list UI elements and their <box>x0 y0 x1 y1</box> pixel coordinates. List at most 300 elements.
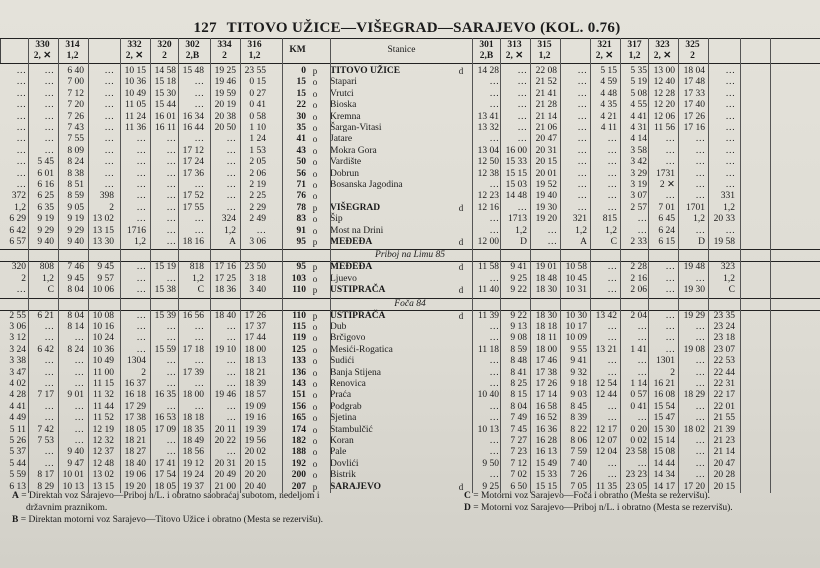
time-cell: 12 06 <box>653 111 675 122</box>
station-name: USTIPRAČA <box>330 285 386 296</box>
time-cell: 1,2 <box>605 225 617 236</box>
time-cell: 5 59 <box>9 470 26 481</box>
column-rule <box>28 38 29 493</box>
station-name: Brčigovo <box>330 333 366 344</box>
time-cell: 18 18 <box>182 413 204 424</box>
time-cell: … <box>226 134 236 145</box>
time-cell: … <box>226 145 236 156</box>
time-cell: 20 19 <box>214 100 236 111</box>
time-cell: 19 56 <box>244 436 266 446</box>
time-cell: 10 45 <box>565 273 587 284</box>
time-cell: … <box>16 134 26 145</box>
time-cell: 8 38 <box>67 168 84 179</box>
time-cell: … <box>517 66 527 76</box>
time-cell: 7 53 <box>37 436 54 446</box>
time-cell: 9 47 <box>67 458 84 469</box>
time-cell: … <box>607 470 617 481</box>
time-cell: 10 08 <box>92 310 114 321</box>
time-cell: … <box>695 367 705 378</box>
time-cell: 12 16 <box>477 202 499 213</box>
time-cell: 21 28 <box>535 100 557 111</box>
time-cell: 20 50 <box>214 123 236 133</box>
time-cell: 15 33 <box>505 157 527 168</box>
time-cell: … <box>104 77 114 88</box>
time-cell: … <box>725 145 735 156</box>
time-cell: … <box>725 88 735 99</box>
time-cell: … <box>44 123 54 133</box>
station-name: Dobrun <box>330 168 360 179</box>
time-cell: 16 08 <box>653 390 675 401</box>
time-cell: 16 52 <box>535 413 557 424</box>
time-cell: … <box>136 333 146 344</box>
km-cell: 95 <box>296 262 306 273</box>
time-cell: 4 31 <box>630 123 647 133</box>
header-train-left: 332 2, ✕ <box>120 39 148 63</box>
time-cell: … <box>166 367 176 378</box>
time-cell: 11 35 <box>595 481 617 492</box>
km-cell: 41 <box>296 134 306 145</box>
time-cell: … <box>607 458 617 469</box>
time-cell: … <box>695 168 705 179</box>
time-cell: … <box>104 111 114 122</box>
time-cell: 18 49 <box>182 436 204 446</box>
header-train-right: 313 2, ✕ <box>500 39 528 63</box>
time-cell: … <box>607 202 617 213</box>
time-cell: 13 21 <box>595 344 617 355</box>
time-cell: 2 57 <box>630 202 647 213</box>
time-cell: 2 ✕ <box>659 180 675 190</box>
stop-symbol: p <box>312 481 318 492</box>
time-cell: 12 17 <box>595 424 617 435</box>
station-name: Podgrab <box>330 401 362 412</box>
header-train-right: 325 2 <box>678 39 706 63</box>
time-cell: … <box>16 77 26 88</box>
time-cell: … <box>517 100 527 111</box>
time-cell: 3 38 <box>9 356 26 367</box>
time-cell: 21 52 <box>535 77 557 88</box>
time-cell: 15 47 <box>653 413 675 424</box>
time-cell: 15 33 <box>535 470 557 481</box>
km-cell: 35 <box>296 123 306 133</box>
time-cell: 9 50 <box>482 458 499 469</box>
station-name: Mokra Gora <box>330 145 377 156</box>
time-cell: … <box>194 356 204 367</box>
time-cell: 16 44 <box>182 123 204 133</box>
time-cell: … <box>547 237 557 247</box>
stop-symbol: o <box>312 424 318 435</box>
time-cell: 19 08 <box>683 344 705 355</box>
time-cell: … <box>607 134 617 145</box>
time-cell: 9 22 <box>510 310 527 321</box>
time-cell: 10 31 <box>565 285 587 296</box>
note-a-cont: državnim praznikom. <box>26 503 108 513</box>
time-cell: 11 18 <box>477 344 499 355</box>
time-cell: … <box>607 157 617 168</box>
time-cell: 19 30 <box>535 202 557 213</box>
station-name: SARAJEVO <box>330 481 382 492</box>
time-cell: … <box>194 225 204 236</box>
time-cell: 11 24 <box>124 111 146 122</box>
time-cell: … <box>665 310 675 321</box>
time-cell: … <box>166 436 176 446</box>
time-cell: 1 14 <box>630 379 647 389</box>
station-name: Šargan-Vitasi <box>330 123 382 133</box>
time-cell: 15 19 <box>154 262 176 273</box>
time-cell: 3 40 <box>249 285 266 296</box>
km-cell: 133 <box>291 356 306 367</box>
time-cell: 19 24 <box>182 470 204 481</box>
time-cell: 8 45 <box>570 401 587 412</box>
time-cell: 13 15 <box>92 225 114 236</box>
time-cell: 7 45 <box>510 424 527 435</box>
time-cell: 1 24 <box>249 134 266 145</box>
time-cell: 22 01 <box>713 401 735 412</box>
table-row <box>0 470 820 481</box>
time-cell: 8 24 <box>67 344 84 355</box>
time-cell: 12 44 <box>595 390 617 401</box>
km-cell: 30 <box>296 111 306 122</box>
time-cell: 4 14 <box>630 134 647 145</box>
header-train-left: 320 2 <box>150 39 178 63</box>
header-train-left <box>88 39 116 63</box>
time-cell: 23 50 <box>244 262 266 273</box>
time-cell: 12 23 <box>477 191 499 202</box>
time-cell: … <box>489 333 499 344</box>
time-cell: 6 35 <box>37 202 54 213</box>
time-cell: … <box>166 145 176 156</box>
time-cell: 5 15 <box>600 66 617 76</box>
time-cell: 10 30 <box>565 310 587 321</box>
time-cell: 2 <box>109 202 114 213</box>
time-cell: 17 20 <box>683 481 705 492</box>
time-cell: 7 27 <box>510 436 527 446</box>
time-cell: 14 58 <box>154 66 176 76</box>
time-cell: … <box>104 123 114 133</box>
time-cell: 7 20 <box>67 100 84 111</box>
time-cell: … <box>136 168 146 179</box>
stop-symbol: o <box>312 379 318 389</box>
time-cell: … <box>695 401 705 412</box>
time-cell: 8 04 <box>67 310 84 321</box>
time-cell: … <box>194 134 204 145</box>
time-cell: … <box>665 145 675 156</box>
time-cell: 12 04 <box>595 447 617 458</box>
time-cell: … <box>166 237 176 247</box>
time-cell: 9 40 <box>67 447 84 458</box>
time-cell: … <box>16 157 26 168</box>
time-cell: 4 11 <box>600 123 617 133</box>
time-cell: 12 28 <box>653 88 675 99</box>
time-cell: … <box>194 333 204 344</box>
time-cell: … <box>166 447 176 458</box>
time-cell: … <box>489 214 499 225</box>
table-row <box>0 436 820 447</box>
time-cell: … <box>194 100 204 111</box>
time-cell: 7 01 <box>658 202 675 213</box>
time-cell: 19 06 <box>124 470 146 481</box>
time-cell: 4 21 <box>600 111 617 122</box>
time-cell: 1731 <box>656 168 675 179</box>
time-cell: … <box>44 322 54 332</box>
stop-symbol: o <box>312 470 318 481</box>
stop-symbol: p <box>312 285 318 296</box>
time-cell: … <box>194 214 204 225</box>
time-cell: 18 02 <box>683 424 705 435</box>
time-cell: … <box>166 180 176 190</box>
time-cell: 6 25 <box>37 191 54 202</box>
header-train-right: 317 1,2 <box>620 39 648 63</box>
time-cell: 15 59 <box>154 344 176 355</box>
time-cell: 1301 <box>656 356 675 367</box>
time-cell: 18 57 <box>244 390 266 401</box>
time-cell: 4 28 <box>9 390 26 401</box>
time-cell: 8 51 <box>67 180 84 190</box>
time-cell: … <box>607 367 617 378</box>
time-cell: 1716 <box>127 225 146 236</box>
time-cell: 17 26 <box>535 379 557 389</box>
column-rule <box>590 38 591 493</box>
time-cell: … <box>489 436 499 446</box>
time-cell: … <box>44 100 54 111</box>
time-cell: … <box>725 157 735 168</box>
table-row <box>0 425 820 436</box>
time-cell: 21 14 <box>713 447 735 458</box>
time-cell: 22 08 <box>535 66 557 76</box>
time-cell: … <box>16 100 26 111</box>
time-cell: … <box>166 202 176 213</box>
time-cell: 1,2 <box>515 225 527 236</box>
time-cell: … <box>44 88 54 99</box>
time-cell: 18 11 <box>535 333 557 344</box>
time-cell: 12 40 <box>653 77 675 88</box>
column-rule <box>648 38 649 493</box>
time-cell: 3 42 <box>630 157 647 168</box>
time-cell: 16 01 <box>154 111 176 122</box>
time-cell: 1 53 <box>249 145 266 156</box>
time-cell: 19 48 <box>683 262 705 273</box>
stop-symbol: d <box>458 481 464 492</box>
time-cell: 10 58 <box>565 262 587 273</box>
time-cell: 7 00 <box>67 77 84 88</box>
km-cell: 110 <box>292 310 306 321</box>
time-cell: 5 44 <box>9 458 26 469</box>
time-cell: … <box>665 157 675 168</box>
column-rule <box>500 38 501 493</box>
time-cell: 17 55 <box>182 202 204 213</box>
time-cell: 7 40 <box>570 458 587 469</box>
time-cell: … <box>695 458 705 469</box>
station-name: Bistrik <box>330 470 356 481</box>
header-train-left: 302 2,B <box>178 39 206 63</box>
time-cell: … <box>637 214 647 225</box>
time-cell: 3 07 <box>630 191 647 202</box>
time-cell: 20 20 <box>244 470 266 481</box>
table-row <box>0 237 820 248</box>
time-cell: 0 27 <box>249 88 266 99</box>
time-cell: D <box>698 237 705 247</box>
time-cell: 20 15 <box>535 157 557 168</box>
time-cell: 8 29 <box>37 481 54 492</box>
time-cell: 15 38 <box>154 285 176 296</box>
time-cell: 20 33 <box>713 214 735 225</box>
time-cell: 21 41 <box>535 88 557 99</box>
km-cell: 15 <box>296 88 306 99</box>
time-cell: 3 24 <box>9 344 26 355</box>
time-cell: 8 09 <box>67 145 84 156</box>
time-cell: 18 36 <box>214 285 236 296</box>
header-train-right: 321 2, ✕ <box>590 39 618 63</box>
stop-symbol: o <box>312 123 318 133</box>
km-cell: 91 <box>296 225 306 236</box>
time-cell: … <box>256 225 266 236</box>
time-cell: 6 40 <box>67 66 84 76</box>
km-cell: 95 <box>296 237 306 247</box>
time-cell: … <box>166 134 176 145</box>
time-cell: 9 03 <box>570 390 587 401</box>
time-cell: … <box>695 134 705 145</box>
time-cell: 1,2 <box>134 237 146 247</box>
time-cell: 10 15 <box>124 66 146 76</box>
time-cell: 14 17 <box>653 481 675 492</box>
time-cell: … <box>194 401 204 412</box>
stop-symbol: p <box>312 262 318 273</box>
time-cell: 4 02 <box>9 379 26 389</box>
time-cell: 15 15 <box>505 168 527 179</box>
time-cell: … <box>104 145 114 156</box>
time-cell: 2 <box>141 367 146 378</box>
time-cell: A <box>580 237 587 247</box>
time-cell: … <box>695 470 705 481</box>
time-cell: … <box>607 168 617 179</box>
time-cell: 23 18 <box>713 333 735 344</box>
time-cell: 10 09 <box>565 333 587 344</box>
time-cell: … <box>194 379 204 389</box>
time-cell: 20 11 <box>214 424 236 435</box>
station-name: Bioska <box>330 100 357 111</box>
time-cell: 18 00 <box>244 344 266 355</box>
time-cell: 4 59 <box>600 77 617 88</box>
table-row <box>0 180 820 191</box>
time-cell: 7 23 <box>510 447 527 458</box>
time-cell: … <box>517 77 527 88</box>
time-cell: … <box>136 180 146 190</box>
time-cell: 2 <box>670 367 675 378</box>
station-name: Dovlići <box>330 458 359 469</box>
time-cell: 2 49 <box>249 214 266 225</box>
header-stations: Stanice <box>330 39 472 63</box>
time-cell: 2 29 <box>249 202 266 213</box>
time-cell: 9 13 <box>510 322 527 332</box>
time-cell: … <box>16 88 26 99</box>
time-cell: … <box>489 100 499 111</box>
table-row <box>0 66 820 77</box>
time-cell: 17 26 <box>683 111 705 122</box>
time-cell: … <box>74 367 84 378</box>
time-cell: 18 18 <box>535 322 557 332</box>
time-cell: 6 15 <box>658 237 675 247</box>
time-cell: 23 24 <box>713 322 735 332</box>
time-cell: … <box>607 413 617 424</box>
time-cell: 13 41 <box>477 111 499 122</box>
note-b: B = Direktan motorni voz Sarajevo—Titovo Užice i obratno (Mesta se rezervišu). <box>12 515 324 525</box>
time-cell: 1,2 <box>224 225 236 236</box>
time-cell: … <box>74 333 84 344</box>
time-cell: 17 29 <box>124 401 146 412</box>
time-cell: 7 17 <box>37 390 54 401</box>
time-cell: 20 02 <box>244 447 266 458</box>
time-cell: … <box>547 225 557 236</box>
km-cell: 115 <box>292 322 306 332</box>
time-cell: 15 48 <box>182 66 204 76</box>
station-name: Pale <box>330 447 347 458</box>
time-cell: … <box>665 344 675 355</box>
page-number: 127 <box>193 20 217 36</box>
stop-symbol: o <box>312 214 318 225</box>
time-cell: 22 44 <box>713 367 735 378</box>
header-train-right: 301 2,B <box>472 39 500 63</box>
column-rule <box>240 38 241 493</box>
station-name: Kremna <box>330 111 361 122</box>
stop-symbol: p <box>312 310 318 321</box>
time-cell: 0 15 <box>249 77 266 88</box>
station-name: Banja Stijena <box>330 367 381 378</box>
time-cell: 9 01 <box>67 390 84 401</box>
time-cell: … <box>577 100 587 111</box>
time-cell: … <box>226 202 236 213</box>
station-name: Koran <box>330 436 354 446</box>
time-cell: 20 15 <box>244 458 266 469</box>
time-cell: 23 55 <box>244 66 266 76</box>
time-cell: 9 45 <box>97 262 114 273</box>
time-cell: 8 48 <box>510 356 527 367</box>
header-train-right: 315 1,2 <box>530 39 558 63</box>
time-cell: 12 20 <box>653 100 675 111</box>
time-cell: … <box>489 225 499 236</box>
time-cell: 7 05 <box>570 481 587 492</box>
time-cell: 15 03 <box>505 180 527 190</box>
time-cell: … <box>194 88 204 99</box>
stop-symbol: o <box>312 322 318 332</box>
stop-symbol: o <box>312 436 318 446</box>
time-cell: 15 30 <box>653 424 675 435</box>
time-cell: 3 19 <box>630 180 647 190</box>
time-cell: … <box>577 145 587 156</box>
table-row <box>0 322 820 333</box>
time-cell: … <box>226 191 236 202</box>
time-cell: … <box>637 322 647 332</box>
time-cell: 20 28 <box>713 470 735 481</box>
time-cell: … <box>607 273 617 284</box>
time-cell: 3 06 <box>9 322 26 332</box>
time-cell: 19 58 <box>713 237 735 247</box>
time-cell: 17 54 <box>154 470 176 481</box>
time-cell: … <box>44 447 54 458</box>
time-cell: 9 32 <box>570 367 587 378</box>
time-cell: 17 41 <box>154 458 176 469</box>
time-cell: … <box>16 123 26 133</box>
km-cell: 43 <box>296 145 306 156</box>
km-cell: 76 <box>296 191 306 202</box>
time-cell: 4 55 <box>630 100 647 111</box>
column-rule <box>620 38 621 493</box>
time-cell: 18 39 <box>244 379 266 389</box>
time-cell: … <box>136 310 146 321</box>
time-cell: … <box>725 100 735 111</box>
stop-symbol: o <box>312 401 318 412</box>
table-row <box>0 447 820 458</box>
time-cell: C <box>197 285 204 296</box>
km-cell: 165 <box>291 413 306 424</box>
